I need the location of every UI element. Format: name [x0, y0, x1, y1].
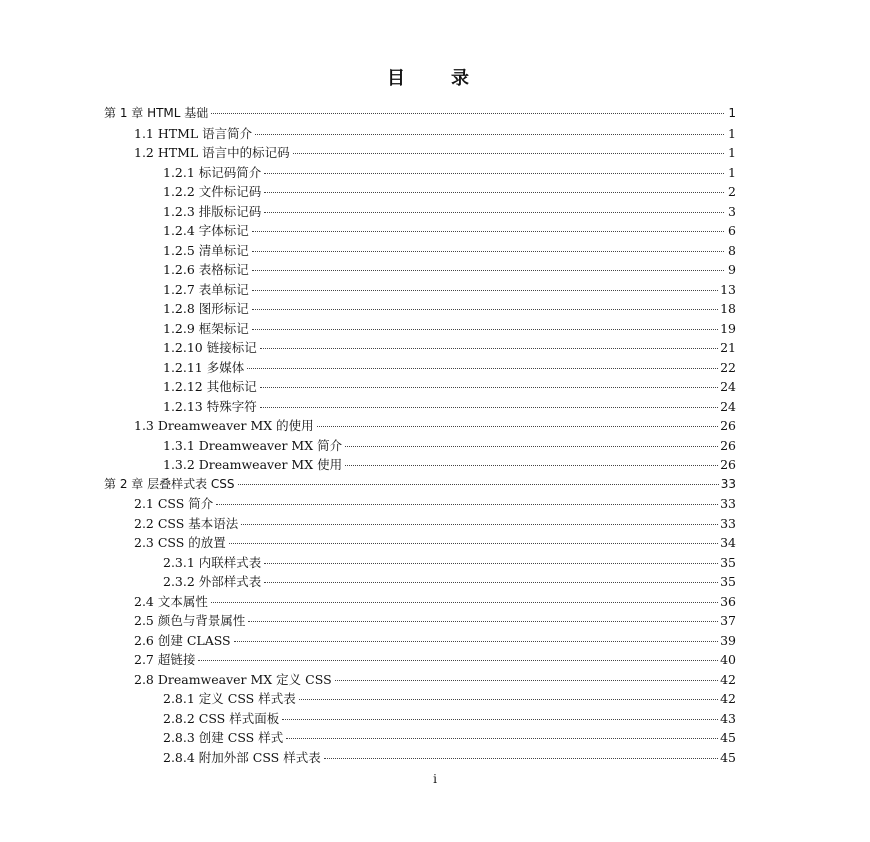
toc-entry	[104, 104, 736, 123]
toc-entry-page: 2	[728, 184, 736, 199]
toc-dot-leader	[234, 641, 718, 642]
toc-dot-leader	[216, 504, 718, 505]
toc-entry-label: 2.8.2 CSS 样式面板	[163, 710, 280, 726]
toc-entry	[163, 689, 736, 708]
toc-dot-leader	[248, 621, 718, 622]
toc-entry-page: 1	[728, 164, 736, 180]
toc-entry-page: 26	[720, 437, 736, 453]
toc-entry-label: 2.3.2 外部样式表	[163, 574, 262, 589]
toc-entry-page: 42	[720, 671, 736, 687]
toc-entry	[163, 553, 736, 572]
toc-dot-leader	[252, 270, 724, 271]
toc-entry-label: 1.2.2 文件标记码	[163, 184, 262, 199]
toc-dot-leader	[264, 212, 724, 213]
toc-entry-page: 3	[728, 203, 736, 219]
toc-entry	[163, 241, 736, 260]
toc-dot-leader	[324, 758, 718, 759]
toc-entry	[134, 631, 736, 650]
toc-entry-label: 2.8.1 定义 CSS 样式表	[163, 691, 296, 706]
toc-entry-page: 22	[720, 359, 736, 375]
toc-entry	[134, 494, 736, 513]
toc-entry-page: 9	[728, 262, 736, 277]
toc-entry-page: 24	[720, 379, 736, 394]
toc-dot-leader	[335, 680, 718, 681]
toc-entry-page: 18	[720, 301, 736, 316]
toc-dot-leader	[317, 426, 718, 427]
toc-entry-page: 45	[720, 749, 736, 765]
toc-dot-leader	[255, 134, 724, 135]
toc-entry	[163, 397, 736, 416]
toc-entry	[163, 221, 736, 240]
toc-dot-leader	[252, 251, 724, 252]
toc-entry-page: 33	[720, 496, 736, 511]
toc-entry-label: 1.2.1 标记码简介	[163, 164, 262, 180]
toc-entry-page: 13	[720, 281, 736, 297]
toc-entry-page: 37	[720, 613, 736, 628]
toc-entry-page: 42	[720, 691, 736, 706]
toc-entry-label: 1.3.2 Dreamweaver MX 使用	[163, 457, 343, 472]
toc-entry-label: 2.4 文本属性	[134, 593, 208, 609]
toc-entry-page: 39	[720, 632, 736, 648]
toc-dot-leader	[198, 660, 718, 661]
toc-entry-page: 33	[720, 515, 736, 531]
toc-entry-page: 45	[720, 730, 736, 745]
toc-entry-label: 2.2 CSS 基本语法	[134, 515, 239, 531]
toc-dot-leader	[264, 563, 718, 564]
toc-entry-page: 36	[720, 593, 736, 609]
toc-entry-page: 40	[720, 652, 736, 667]
toc-entry-page: 1	[728, 125, 736, 141]
toc-dot-leader	[238, 484, 719, 485]
toc-dot-leader	[345, 465, 718, 466]
toc-entry-page: 19	[720, 320, 736, 336]
toc-entry-label: 1.2.9 框架标记	[163, 320, 249, 336]
toc-entry	[163, 377, 736, 396]
toc-entry-label: 2.3 CSS 的放置	[134, 535, 226, 550]
toc-dot-leader	[252, 290, 718, 291]
toc-dot-leader	[299, 699, 718, 700]
toc-dot-leader	[247, 368, 718, 369]
toc-entry	[134, 592, 736, 611]
toc-entry-label: 1.2.4 字体标记	[163, 223, 249, 238]
toc-entry-label: 2.5 颜色与背景属性	[134, 613, 246, 628]
toc-dot-leader	[252, 329, 718, 330]
toc-entry	[134, 670, 736, 689]
toc-dot-leader	[282, 719, 718, 720]
toc-entry-label: 2.6 创建 CLASS	[134, 632, 231, 648]
toc-entry-label: 2.8 Dreamweaver MX 定义 CSS	[134, 671, 332, 687]
toc-entry-label: 1.2.11 多媒体	[163, 359, 245, 375]
toc-entry	[163, 338, 736, 357]
toc-entry-label: 2.8.4 附加外部 CSS 样式表	[163, 749, 321, 765]
toc-dot-leader	[211, 602, 718, 603]
toc-dot-leader	[241, 524, 718, 525]
toc-dot-leader	[252, 231, 724, 232]
toc-entry	[134, 143, 736, 162]
toc-entry-label: 1.2.12 其他标记	[163, 379, 257, 394]
toc-dot-leader	[260, 387, 718, 388]
toc-entry	[163, 748, 736, 767]
toc-entry	[163, 319, 736, 338]
page-number: i	[433, 772, 437, 786]
toc-entry-label: 2.3.1 内联样式表	[163, 554, 262, 570]
toc-entry-page: 33	[720, 476, 736, 491]
toc-entry	[134, 611, 736, 630]
toc-entry-page: 34	[720, 535, 736, 550]
toc-entry	[163, 299, 736, 318]
toc-entry	[104, 475, 736, 494]
toc-entry	[163, 202, 736, 221]
toc-entry-label: 1.2.8 图形标记	[163, 301, 249, 316]
toc-dot-leader	[229, 543, 718, 544]
toc-entry	[163, 260, 736, 279]
toc-entry-page: 1	[728, 145, 736, 160]
toc-entry	[163, 455, 736, 474]
toc-entry-page: 8	[728, 242, 736, 258]
toc-entry	[163, 163, 736, 182]
page-title: 目 录	[387, 68, 483, 89]
toc-entry	[163, 182, 736, 201]
toc-entry-label: 1.3 Dreamweaver MX 的使用	[134, 418, 314, 433]
toc-entry-page: 6	[728, 223, 736, 238]
toc-entry	[163, 280, 736, 299]
toc-entry	[163, 709, 736, 728]
toc-entry-page: 26	[720, 457, 736, 472]
toc-entry-label: 1.2.7 表单标记	[163, 281, 249, 297]
toc-dot-leader	[252, 309, 718, 310]
toc-entry-label: 1.2.10 链接标记	[163, 340, 257, 355]
toc-entry-page: 43	[720, 710, 736, 726]
toc-entry-label: 1.2.5 清单标记	[163, 242, 249, 258]
toc-dot-leader	[293, 153, 724, 154]
toc-dot-leader	[260, 407, 718, 408]
toc-entry	[163, 436, 736, 455]
toc-entry-page: 35	[720, 554, 736, 570]
toc-entry-label: 第 2 章 层叠样式表 CSS	[104, 476, 235, 491]
toc-entry-label: 2.7 超链接	[134, 652, 196, 667]
toc-dot-leader	[264, 173, 724, 174]
toc-dot-leader	[345, 446, 718, 447]
toc-entry	[134, 124, 736, 143]
toc-entry-label: 1.2 HTML 语言中的标记码	[134, 145, 290, 160]
toc-dot-leader	[211, 113, 724, 114]
toc-entry	[134, 650, 736, 669]
toc-entry	[134, 416, 736, 435]
toc-entry	[163, 572, 736, 591]
toc-entry-page: 1	[728, 106, 736, 120]
toc-entry-page: 24	[720, 398, 736, 414]
toc-dot-leader	[286, 738, 718, 739]
toc-dot-leader	[264, 192, 724, 193]
toc-dot-leader	[260, 348, 718, 349]
toc-entry-label: 1.1 HTML 语言简介	[134, 125, 253, 141]
toc-entry-page: 21	[720, 340, 736, 355]
toc-dot-leader	[264, 582, 718, 583]
toc-entry	[134, 514, 736, 533]
toc-entry-page: 26	[720, 418, 736, 433]
toc-entry	[163, 728, 736, 747]
toc-entry-label: 2.8.3 创建 CSS 样式	[163, 730, 284, 745]
toc-entry	[134, 533, 736, 552]
toc-entry-label: 1.2.13 特殊字符	[163, 398, 257, 414]
toc-entry-label: 1.2.3 排版标记码	[163, 203, 262, 219]
toc-entry-label: 第 1 章 HTML 基础	[104, 106, 209, 120]
toc-entry-label: 1.3.1 Dreamweaver MX 简介	[163, 437, 343, 453]
toc-entry-label: 2.1 CSS 简介	[134, 496, 214, 511]
toc-entry-label: 1.2.6 表格标记	[163, 262, 249, 277]
toc-entry-page: 35	[720, 574, 736, 589]
toc-entry	[163, 358, 736, 377]
